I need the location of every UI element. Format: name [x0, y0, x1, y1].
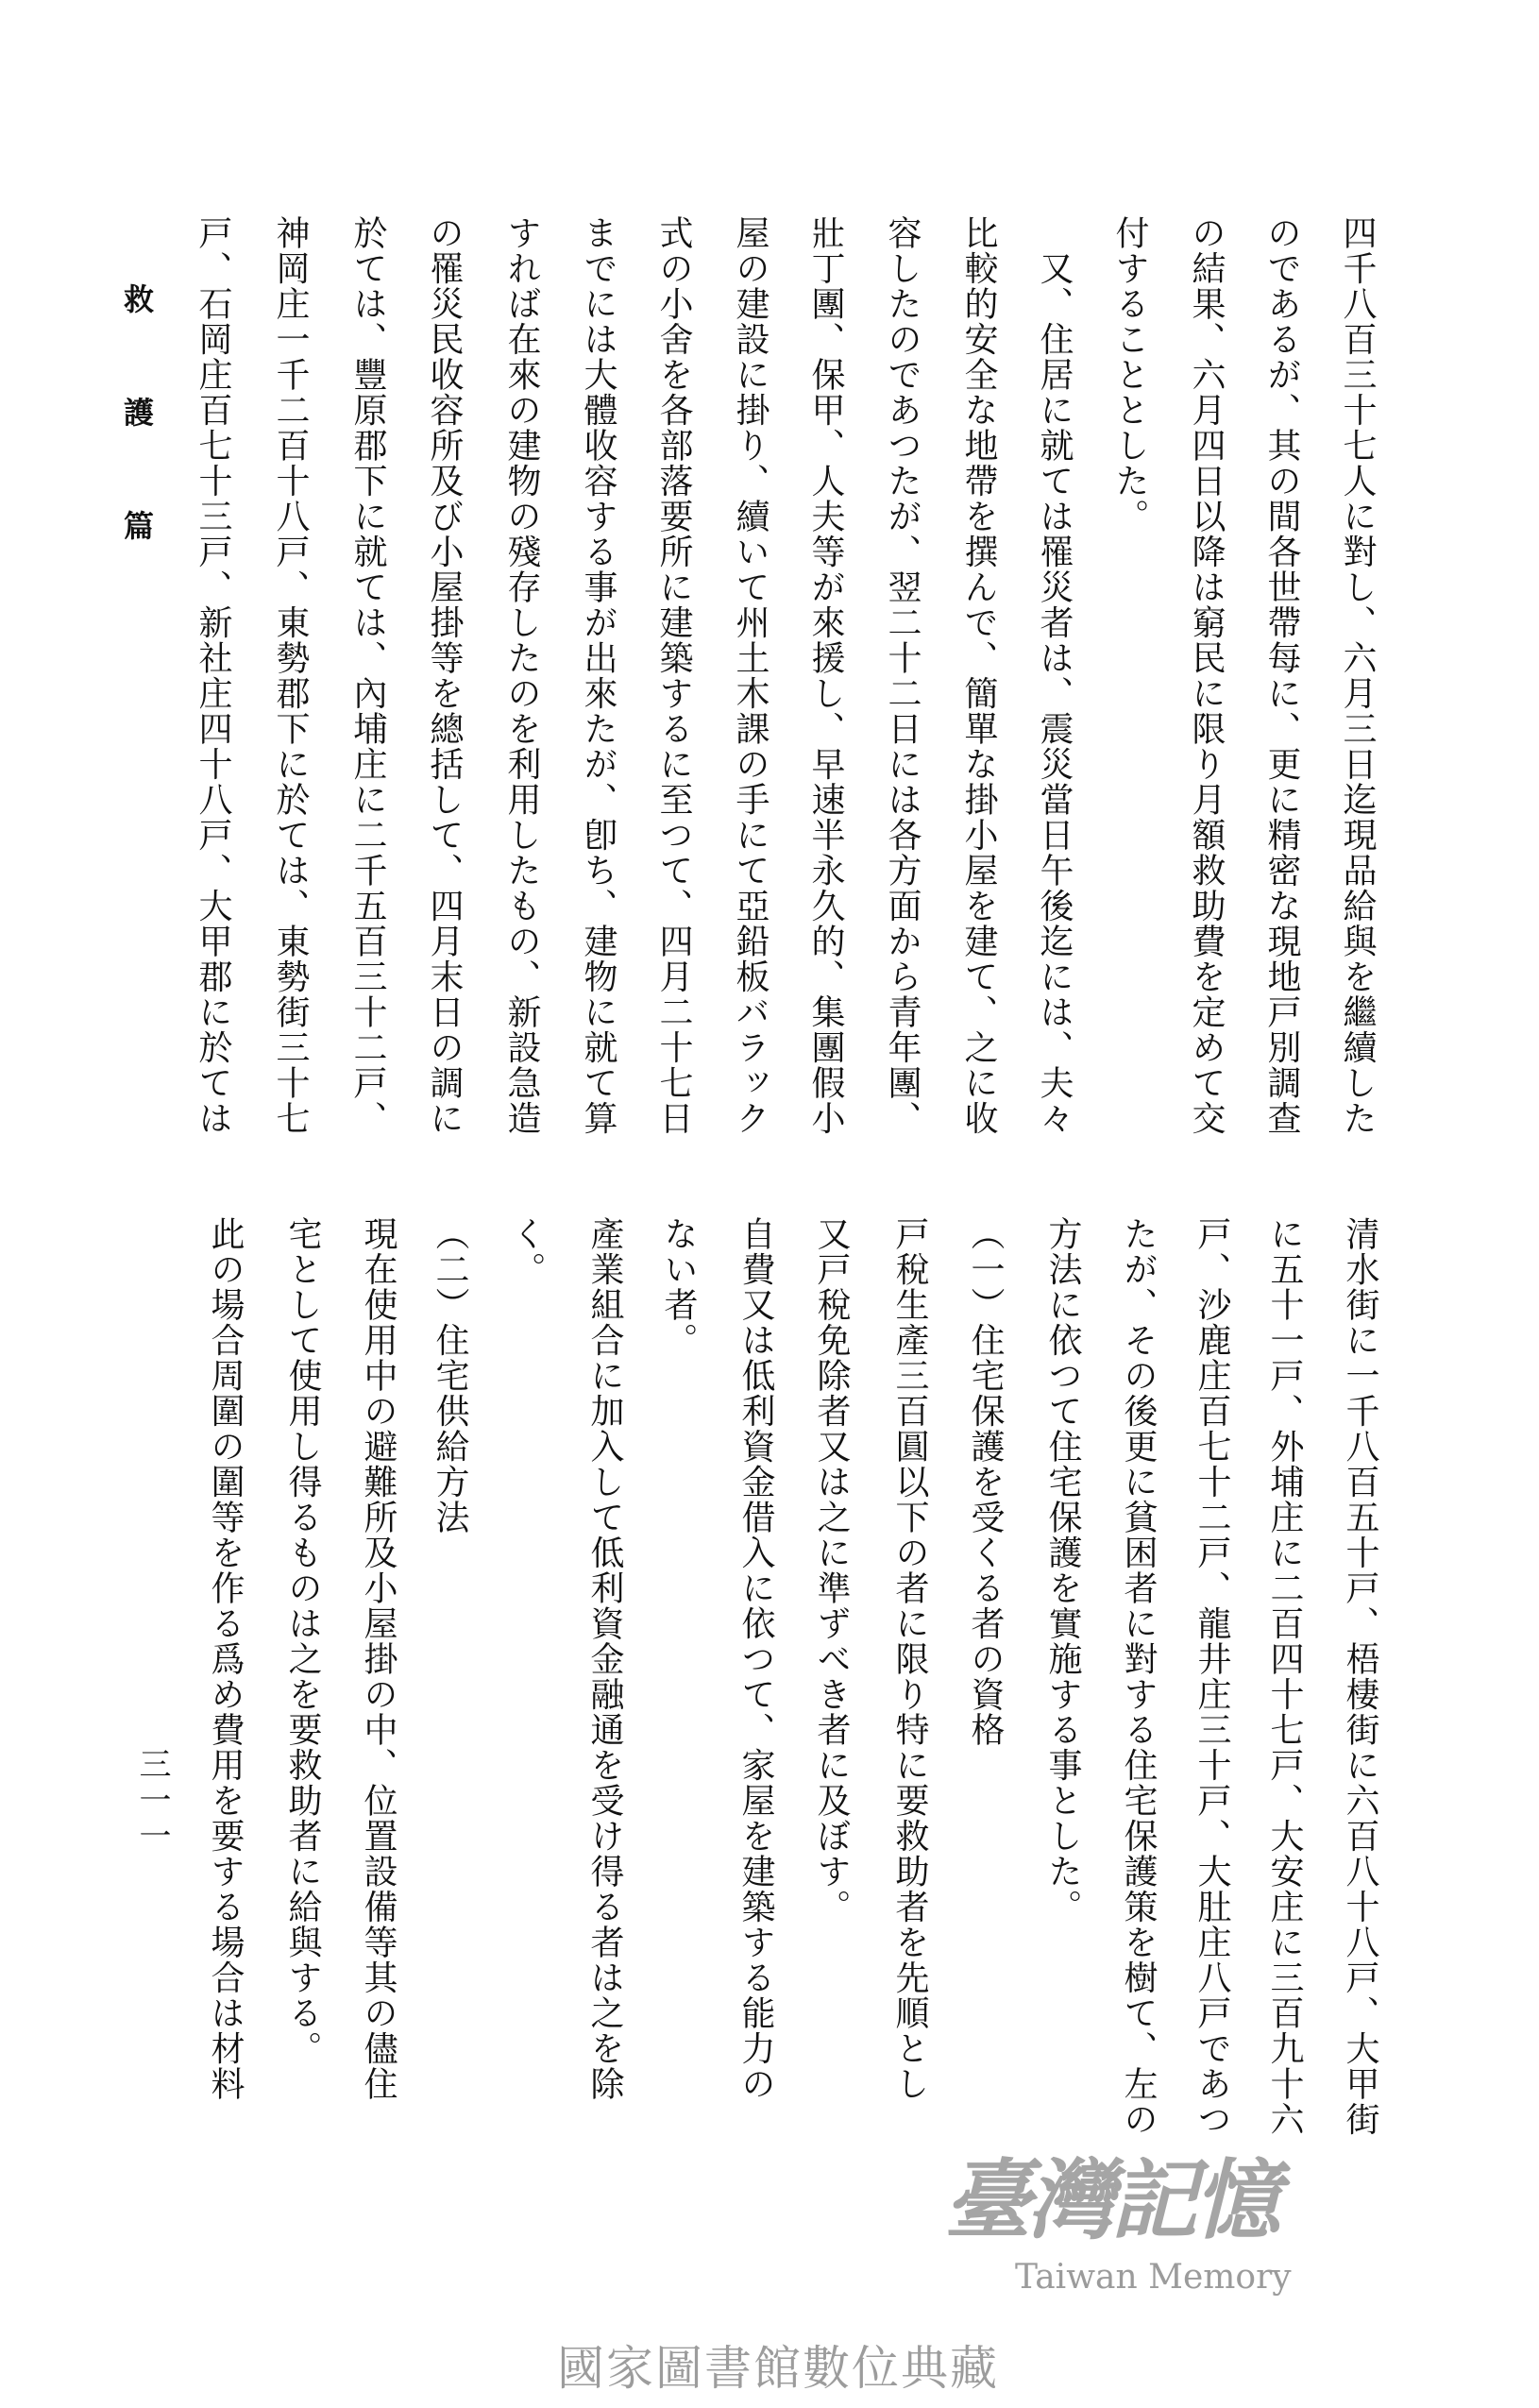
text-column: 戸、沙鹿庄百七十二戸、龍井庄三十戸、大肚庄八戸であつ: [1192, 1216, 1231, 2137]
text-column: 於ては、豐原郡下に就ては、內埔庄に二千五百三十二戸、: [348, 215, 387, 1136]
text-column: 神岡庄一千二百十八戸、東勢郡下に於ては、東勢街三十七: [271, 215, 310, 1136]
watermark-logo: 臺灣記憶: [944, 2149, 1277, 2251]
text-column: 又、住居に就ては罹災者は、震災當日午後迄には、夫々: [1035, 215, 1074, 1136]
watermark-subtitle: Taiwan Memory: [1015, 2258, 1292, 2297]
text-column: 屋の建設に掛り、續いて州土木課の手にて亞鉛板バラック: [731, 215, 770, 1136]
text-column: に五十一戸、外埔庄に二百四十七戸、大安庄に三百九十六: [1265, 1216, 1304, 2137]
text-column: の罹災民收容所及び小屋掛等を總括して、四月末日の調に: [425, 215, 464, 1136]
text-column: 自費又は低利資金借入に依つて、家屋を建築する能力の: [736, 1216, 775, 2102]
text-column: すれば在來の建物の殘存したのを利用したもの、新設急造: [502, 215, 541, 1136]
text-column: 現在使用中の避難所及小屋掛の中、位置設備等其の儘住: [359, 1216, 397, 2102]
text-column: までには大體收容する事が出來たが、卽ち、建物に就て算: [579, 215, 617, 1136]
text-column: たが、その後更に貧困者に對する住宅保護策を樹て、左の: [1119, 1216, 1158, 2137]
text-column: 四千八百三十七人に對し、六月三日迄現品給與を繼續した: [1338, 215, 1377, 1136]
text-column: 方法に依つて住宅保護を實施する事とした。: [1043, 1216, 1082, 1925]
text-column: ない者。: [659, 1216, 698, 1358]
text-column: 產業組合に加入して低利資金融通を受け得る者は之を除: [585, 1216, 624, 2102]
text-column: 清水街に一千八百五十戸、梧棲街に六百八十八戸、大甲街: [1341, 1216, 1379, 2137]
text-column: 戸稅生產三百圓以下の者に限り特に要救助者を先順とし: [890, 1216, 929, 2102]
text-column: のであるが、其の間各世帶每に、更に精密な現地戸別調查: [1262, 215, 1301, 1136]
text-column: 此の場合周圍の圍等を作る爲め費用を要する場合は材料: [206, 1216, 245, 2102]
text-column: （二）住宅供給方法: [431, 1216, 469, 1535]
text-column: （一）住宅保護を受くる者の資格: [966, 1216, 1005, 1748]
text-column: の結果、六月四日以降は窮民に限り月額救助費を定めて交: [1187, 215, 1226, 1136]
text-column: く。: [507, 1216, 546, 1287]
text-column: 付することとした。: [1110, 215, 1149, 534]
text-column: 比較的安全な地帶を撰んで、簡單な掛小屋を建て、之に收: [959, 215, 998, 1136]
library-footer: 國家圖書館數位典藏: [557, 2341, 999, 2396]
text-column: 宅として使用し得るものは之を要救助者に給與する。: [283, 1216, 322, 2066]
section-header: 救護篇: [119, 283, 155, 623]
text-column: 壯丁團、保甲、人夫等が來援し、早速半永久的、集團假小: [806, 215, 845, 1136]
text-column: 容したのであつたが、翌二十二日には各方面から青年團、: [883, 215, 922, 1136]
text-column: 又戸稅免除者又は之に準ずべき者に及ぼす。: [812, 1216, 851, 1925]
page-number: 三一一: [133, 1747, 171, 1855]
text-column: 式の小舍を各部落要所に建築するに至つて、四月二十七日: [654, 215, 693, 1136]
text-column: 戸、石岡庄百七十三戸、新社庄四十八戸、大甲郡に於ては: [194, 215, 232, 1136]
